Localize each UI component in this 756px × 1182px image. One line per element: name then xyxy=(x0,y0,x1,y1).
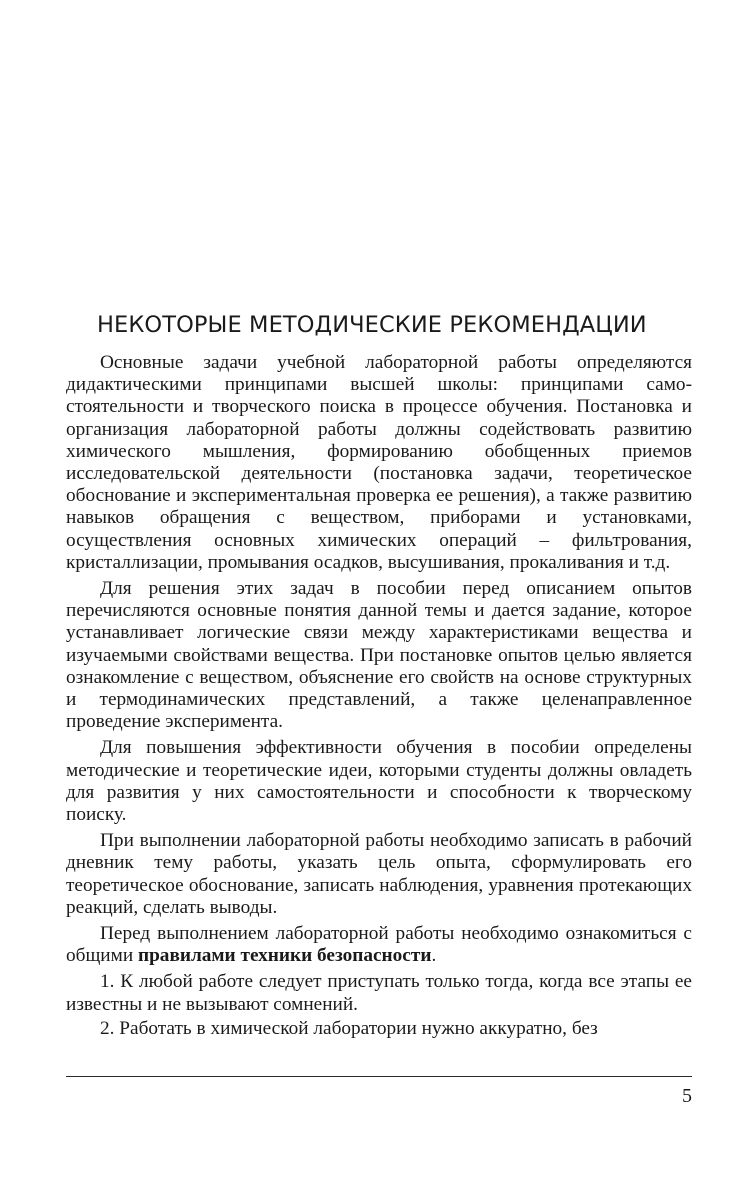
section-heading: НЕКОТОРЫЕ МЕТОДИЧЕСКИЕ РЕКОМЕНДАЦИИ xyxy=(97,312,647,338)
paragraph-safety-intro xyxy=(66,923,692,967)
safety-rule-2: 2. Работать в химической лаборатории нужно аккуратно, без xyxy=(100,1017,598,1039)
paragraph-methodical-ideas: Для повышения эффективности обучения в пособии определены методические и теоретические идеи, которыми студенты должны овладеть для развития у них самостоятельности и способности к творческому поиску. xyxy=(66,737,692,826)
safety-rule-1: 1. К любой работе следует приступать только тогда, когда все этапы ее известны и не вызывают сомнений. xyxy=(66,971,692,1015)
page-number: 5 xyxy=(682,1085,692,1107)
safety-rules-emphasis: правилами техники безопасности xyxy=(137,945,432,967)
paragraph-lab-journal: При выполнении лабораторной работы необходимо записать в рабочий дневник тему работы, указать цель опыта, сформулировать его теоретическое обоснование, записать наблюдения, уравнения протекающих реакций, сделать выводы. xyxy=(66,830,692,918)
paragraph-objectives: Основные задачи учебной лабораторной работы определяются дидактическими принципами высшей школы: принципами самостоятельности и творческого поиска в процессе обучения. Постановка и организация лабораторной работы должны содействовать развитию химического мышления, формированию обобщенных приемов исследовательской деятельности (постановка задачи, теоретическое обоснование и экспериментальная проверка ее решения), а также развитию навыков обращения с веществом, приборами и установками, осуществления основных химических операций – фильтрования, кристаллизации, промывания осадков, высушивания, прокаливания и т.д. xyxy=(66,352,692,573)
safety-intro-end: . xyxy=(431,945,437,967)
paragraph-manual-structure: Для решения этих задач в пособии перед описанием опытов перечисляются основные понятия данной темы и дается задание, которое устанавливает логические связи между характеристиками вещества и изучаемыми свойствами вещества. При постановке опытов целью является ознакомление с веществом, объяснение его свойств на основе структурных и термодинамических представлений, а также целенаправленное проведение эксперимента. xyxy=(66,578,692,733)
safety-intro-text: Перед выполнением лабораторной работы необходимо ознакомиться с общими xyxy=(66,923,692,967)
body-text xyxy=(66,352,692,1042)
footer-divider xyxy=(66,1076,692,1077)
